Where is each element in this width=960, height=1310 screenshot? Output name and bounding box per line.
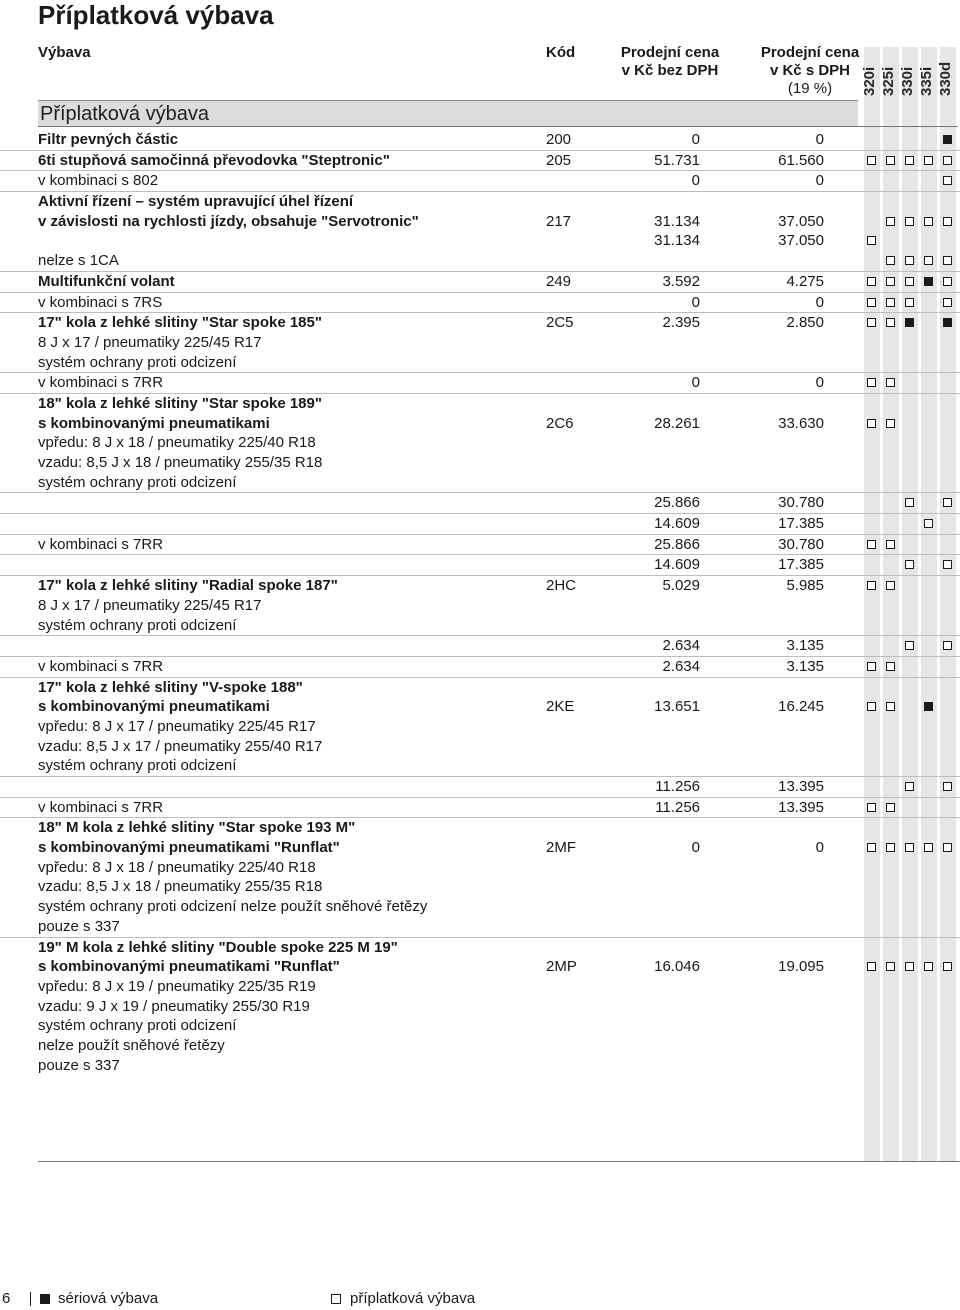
table-row bbox=[0, 575, 960, 635]
standard-equipment-icon bbox=[943, 318, 952, 327]
row-line bbox=[0, 433, 960, 453]
standard-equipment-icon bbox=[905, 318, 914, 327]
optional-equipment-icon bbox=[924, 962, 933, 971]
optional-equipment-icon bbox=[886, 378, 895, 387]
price-net: 2.634 bbox=[662, 657, 700, 675]
optional-equipment-icon bbox=[867, 962, 876, 971]
optional-equipment-icon bbox=[905, 277, 914, 286]
footer bbox=[0, 1290, 960, 1310]
optional-equipment-icon bbox=[905, 156, 914, 165]
table-row bbox=[0, 191, 960, 271]
item-text: vzadu: 9 J x 19 / pneumatiky 255/30 R19 bbox=[38, 997, 310, 1015]
row-line bbox=[0, 151, 960, 171]
header-price-gross-line1: Prodejní cena bbox=[760, 44, 860, 61]
optional-equipment-icon bbox=[943, 560, 952, 569]
price-gross: 2.850 bbox=[786, 314, 824, 332]
optional-equipment-icon bbox=[867, 662, 876, 671]
optional-equipment-icon bbox=[905, 256, 914, 265]
page-title: Příplatková výbava bbox=[38, 0, 274, 30]
price-net: 51.731 bbox=[654, 151, 700, 169]
optional-equipment-icon bbox=[886, 156, 895, 165]
header-model-3 bbox=[899, 52, 918, 96]
optional-equipment-icon bbox=[886, 702, 895, 711]
price-net: 28.261 bbox=[654, 414, 700, 432]
price-net: 14.609 bbox=[654, 515, 700, 533]
item-text: v kombinaci s 7RR bbox=[38, 535, 164, 553]
table-row bbox=[0, 534, 960, 555]
optional-equipment-icon bbox=[905, 843, 914, 852]
price-net: 5.029 bbox=[662, 577, 700, 595]
price-gross: 4.275 bbox=[786, 272, 824, 290]
price-gross: 0 bbox=[815, 131, 824, 148]
price-net: 2.395 bbox=[662, 314, 700, 332]
item-text: 6ti stupňová samočinná převodovka "Steptronic" bbox=[38, 151, 390, 169]
row-line bbox=[0, 957, 960, 977]
optional-equipment-icon bbox=[924, 256, 933, 265]
item-text: systém ochrany proti odcizení nelze použít sněhové řetězy bbox=[38, 898, 428, 916]
table-bottom-line bbox=[38, 1161, 960, 1162]
item-code: 2HC bbox=[546, 577, 577, 595]
row-line bbox=[0, 1036, 960, 1056]
item-code: 2C6 bbox=[546, 414, 574, 432]
row-line bbox=[0, 997, 960, 1017]
header-price-gross-line2: v Kč s DPH bbox=[769, 62, 851, 79]
item-text: 17" kola z lehké slitiny "Radial spoke 187" bbox=[38, 577, 338, 595]
item-code: 200 bbox=[546, 131, 572, 148]
table-row bbox=[0, 937, 960, 1076]
optional-equipment-icon bbox=[943, 298, 952, 307]
row-line bbox=[0, 917, 960, 937]
row-line bbox=[0, 616, 960, 636]
row-line bbox=[0, 130, 960, 150]
optional-equipment-icon bbox=[867, 702, 876, 711]
price-gross: 3.135 bbox=[786, 657, 824, 675]
row-line bbox=[0, 192, 960, 212]
price-net: 16.046 bbox=[654, 958, 700, 976]
item-text: v kombinaci s 7RR bbox=[38, 374, 164, 392]
item-code: 2C5 bbox=[546, 314, 574, 332]
header-model-4 bbox=[918, 52, 937, 96]
row-line bbox=[0, 1056, 960, 1076]
price-net: 13.651 bbox=[654, 698, 700, 716]
table-row bbox=[0, 776, 960, 797]
section-bar bbox=[38, 100, 858, 127]
legend-standard-label: sériová výbava bbox=[58, 1290, 159, 1307]
item-text: s kombinovanými pneumatikami "Runflat" bbox=[38, 958, 340, 976]
optional-equipment-icon bbox=[905, 560, 914, 569]
item-code: 2KE bbox=[546, 698, 575, 716]
row-line bbox=[0, 333, 960, 353]
item-text: v kombinaci s 7RR bbox=[38, 657, 164, 675]
table-row bbox=[0, 393, 960, 492]
item-text: 18" M kola z lehké slitiny "Star spoke 193 M" bbox=[38, 819, 356, 837]
optional-equipment-icon bbox=[943, 498, 952, 507]
table-row bbox=[0, 292, 960, 313]
legend-optional-icon bbox=[331, 1294, 341, 1304]
item-code: 2MP bbox=[546, 958, 577, 976]
item-text: 18" kola z lehké slitiny "Star spoke 189" bbox=[38, 394, 322, 412]
row-line bbox=[0, 576, 960, 596]
item-code: 2MF bbox=[546, 839, 576, 857]
header-price-net-line1: Prodejní cena bbox=[620, 44, 720, 61]
optional-equipment-icon bbox=[867, 156, 876, 165]
header-model-5 bbox=[937, 52, 956, 96]
page-number: 6 bbox=[2, 1290, 11, 1307]
item-text: pouze s 337 bbox=[38, 917, 120, 935]
table-row bbox=[0, 312, 960, 372]
row-line bbox=[0, 1016, 960, 1036]
row-line bbox=[0, 473, 960, 493]
table-row bbox=[0, 677, 960, 776]
item-text: s kombinovanými pneumatikami bbox=[38, 414, 270, 432]
row-line bbox=[0, 977, 960, 997]
header-model-4-label: 335i bbox=[918, 66, 935, 96]
item-code: 205 bbox=[546, 151, 572, 169]
table-row bbox=[0, 271, 960, 292]
row-line bbox=[0, 212, 960, 232]
price-net: 0 bbox=[691, 374, 700, 392]
item-text: 19" M kola z lehké slitiny "Double spoke 225 M 19" bbox=[38, 938, 398, 956]
row-line bbox=[0, 737, 960, 757]
optional-equipment-icon bbox=[905, 498, 914, 507]
header-model-2 bbox=[880, 52, 899, 96]
price-gross: 30.780 bbox=[778, 535, 824, 553]
item-text: s kombinovanými pneumatikami bbox=[38, 698, 270, 716]
row-line bbox=[0, 798, 960, 818]
optional-equipment-icon bbox=[905, 782, 914, 791]
item-text: v kombinaci s 7RS bbox=[38, 293, 163, 311]
header-item: Výbava bbox=[38, 44, 91, 61]
optional-equipment-icon bbox=[867, 803, 876, 812]
price-net: 25.866 bbox=[654, 494, 700, 512]
price-gross: 17.385 bbox=[778, 515, 824, 533]
row-line bbox=[0, 877, 960, 897]
item-text: Aktivní řízení – systém upravující úhel řízení bbox=[38, 193, 354, 211]
optional-equipment-icon bbox=[867, 419, 876, 428]
optional-equipment-icon bbox=[867, 298, 876, 307]
price-net: 3.592 bbox=[662, 272, 700, 290]
row-line bbox=[0, 678, 960, 698]
optional-equipment-icon bbox=[943, 176, 952, 185]
row-line bbox=[0, 838, 960, 858]
header-model-1-label: 320i bbox=[861, 66, 878, 96]
row-line bbox=[0, 171, 960, 191]
optional-equipment-icon bbox=[886, 298, 895, 307]
row-line bbox=[0, 657, 960, 677]
row-line bbox=[0, 535, 960, 555]
item-code: 249 bbox=[546, 272, 572, 290]
item-text: vzadu: 8,5 J x 18 / pneumatiky 255/35 R18 bbox=[38, 454, 323, 471]
row-line bbox=[0, 514, 960, 534]
optional-equipment-icon bbox=[924, 217, 933, 226]
item-text: systém ochrany proti odcizení bbox=[38, 757, 237, 775]
price-gross: 30.780 bbox=[778, 494, 824, 512]
row-line bbox=[0, 697, 960, 717]
legend-standard-icon bbox=[40, 1294, 50, 1304]
price-gross: 37.050 bbox=[778, 212, 824, 230]
optional-equipment-icon bbox=[886, 419, 895, 428]
header-price-net-line2: v Kč bez DPH bbox=[621, 62, 719, 79]
optional-equipment-icon bbox=[886, 318, 895, 327]
item-text: Filtr pevných částic bbox=[38, 131, 179, 148]
row-line bbox=[0, 293, 960, 313]
table-row bbox=[0, 656, 960, 677]
table-row bbox=[0, 554, 960, 575]
item-text: v závislosti na rychlosti jízdy, obsahuje "Servotronic" bbox=[38, 212, 419, 230]
item-text: vpředu: 8 J x 17 / pneumatiky 225/45 R17 bbox=[38, 717, 316, 735]
item-text: vzadu: 8,5 J x 17 / pneumatiky 255/40 R17 bbox=[38, 737, 323, 755]
price-gross: 3.135 bbox=[786, 637, 824, 655]
row-line bbox=[0, 414, 960, 434]
row-line bbox=[0, 636, 960, 656]
optional-equipment-icon bbox=[905, 962, 914, 971]
price-net: 0 bbox=[691, 131, 700, 148]
optional-equipment-icon bbox=[886, 277, 895, 286]
optional-equipment-icon bbox=[886, 662, 895, 671]
optional-equipment-icon bbox=[905, 641, 914, 650]
price-net: 31.134 bbox=[654, 212, 700, 230]
price-gross: 16.245 bbox=[778, 698, 824, 716]
row-line bbox=[0, 231, 960, 251]
optional-equipment-icon bbox=[886, 803, 895, 812]
optional-equipment-icon bbox=[943, 256, 952, 265]
table-row bbox=[0, 150, 960, 171]
table-row bbox=[0, 817, 960, 936]
optional-equipment-icon bbox=[886, 540, 895, 549]
price-gross: 0 bbox=[815, 374, 824, 392]
row-line bbox=[0, 353, 960, 373]
table-row bbox=[0, 635, 960, 656]
price-gross: 33.630 bbox=[778, 414, 824, 432]
row-line bbox=[0, 453, 960, 473]
item-code: 217 bbox=[546, 212, 572, 230]
optional-equipment-icon bbox=[867, 581, 876, 590]
price-net: 0 bbox=[691, 839, 700, 857]
row-line bbox=[0, 756, 960, 776]
price-net: 14.609 bbox=[654, 556, 700, 574]
table-row bbox=[0, 170, 960, 191]
row-line bbox=[0, 373, 960, 393]
header-model-3-label: 330i bbox=[899, 66, 916, 96]
optional-equipment-icon bbox=[886, 581, 895, 590]
optional-equipment-icon bbox=[905, 217, 914, 226]
item-text: systém ochrany proti odcizení bbox=[38, 473, 237, 491]
price-gross: 17.385 bbox=[778, 556, 824, 574]
optional-equipment-icon bbox=[886, 843, 895, 852]
price-gross: 19.095 bbox=[778, 958, 824, 976]
footer-divider bbox=[30, 1292, 31, 1306]
item-text: v kombinaci s 7RR bbox=[38, 798, 164, 816]
optional-equipment-icon bbox=[943, 962, 952, 971]
standard-equipment-icon bbox=[924, 277, 933, 286]
header-model-1 bbox=[861, 52, 880, 96]
table-row bbox=[0, 492, 960, 513]
row-line bbox=[0, 251, 960, 271]
header-model-5-label: 330d bbox=[937, 61, 954, 96]
item-text: vpředu: 8 J x 18 / pneumatiky 225/40 R18 bbox=[38, 858, 316, 876]
price-gross: 37.050 bbox=[778, 232, 824, 250]
price-gross: 61.560 bbox=[778, 151, 824, 169]
optional-equipment-icon bbox=[924, 843, 933, 852]
item-text: 17" kola z lehké slitiny "Star spoke 185" bbox=[38, 314, 322, 332]
price-net: 11.256 bbox=[655, 778, 700, 795]
item-text: vzadu: 8,5 J x 18 / pneumatiky 255/35 R18 bbox=[38, 878, 323, 896]
optional-equipment-icon bbox=[943, 277, 952, 286]
row-line bbox=[0, 596, 960, 616]
table-row bbox=[0, 372, 960, 393]
row-line bbox=[0, 938, 960, 958]
item-text: systém ochrany proti odcizení bbox=[38, 616, 237, 634]
price-net: 0 bbox=[691, 293, 700, 311]
price-net: 0 bbox=[691, 172, 700, 190]
price-gross: 0 bbox=[815, 293, 824, 311]
item-text: nelze použít sněhové řetězy bbox=[38, 1036, 225, 1054]
price-gross: 13.395 bbox=[778, 798, 824, 816]
section-title: Příplatková výbava bbox=[40, 103, 209, 125]
item-text: nelze s 1CA bbox=[38, 252, 119, 270]
item-text: 17" kola z lehké slitiny "V-spoke 188" bbox=[38, 678, 303, 696]
header-model-2-label: 325i bbox=[880, 66, 897, 96]
item-text: Multifunkční volant bbox=[38, 272, 175, 290]
price-gross: 0 bbox=[815, 172, 824, 190]
row-line bbox=[0, 777, 960, 797]
table-top-line bbox=[38, 126, 958, 127]
header-price-net bbox=[600, 44, 740, 80]
item-text: systém ochrany proti odcizení bbox=[38, 1017, 237, 1035]
optional-equipment-icon bbox=[943, 217, 952, 226]
row-line bbox=[0, 717, 960, 737]
optional-equipment-icon bbox=[867, 540, 876, 549]
item-text: 8 J x 17 / pneumatiky 225/45 R17 bbox=[38, 333, 262, 351]
table-row bbox=[0, 130, 960, 150]
optional-equipment-icon bbox=[924, 519, 933, 528]
table-header bbox=[0, 0, 960, 100]
optional-equipment-icon bbox=[867, 843, 876, 852]
item-text: vpředu: 8 J x 18 / pneumatiky 225/40 R18 bbox=[38, 434, 316, 452]
row-line bbox=[0, 818, 960, 838]
optional-equipment-icon bbox=[886, 217, 895, 226]
optional-equipment-icon bbox=[943, 641, 952, 650]
optional-equipment-icon bbox=[943, 156, 952, 165]
row-line bbox=[0, 493, 960, 513]
item-text: 8 J x 17 / pneumatiky 225/45 R17 bbox=[38, 596, 262, 614]
price-gross: 5.985 bbox=[786, 577, 824, 595]
price-net: 31.134 bbox=[654, 232, 700, 250]
price-gross: 0 bbox=[815, 839, 824, 857]
header-price-gross-line3: (19 %) bbox=[787, 80, 833, 97]
standard-equipment-icon bbox=[924, 702, 933, 711]
optional-equipment-icon bbox=[924, 156, 933, 165]
item-text: systém ochrany proti odcizení bbox=[38, 353, 237, 371]
price-net: 11.256 bbox=[655, 798, 700, 816]
item-text: pouze s 337 bbox=[38, 1056, 120, 1074]
optional-equipment-icon bbox=[905, 298, 914, 307]
item-text: v kombinaci s 802 bbox=[38, 172, 159, 190]
row-line bbox=[0, 272, 960, 292]
item-text: s kombinovanými pneumatikami "Runflat" bbox=[38, 839, 340, 857]
optional-equipment-icon bbox=[886, 962, 895, 971]
item-text: vpředu: 8 J x 19 / pneumatiky 225/35 R19 bbox=[38, 977, 316, 995]
standard-equipment-icon bbox=[943, 135, 952, 144]
row-line bbox=[0, 394, 960, 414]
optional-equipment-icon bbox=[943, 843, 952, 852]
row-line bbox=[0, 858, 960, 878]
price-net: 2.634 bbox=[662, 637, 700, 655]
table-row bbox=[0, 797, 960, 818]
optional-equipment-icon bbox=[867, 277, 876, 286]
optional-equipment-icon bbox=[867, 378, 876, 387]
equipment-table bbox=[0, 130, 960, 1075]
price-net: 25.866 bbox=[654, 535, 700, 553]
row-line bbox=[0, 897, 960, 917]
optional-equipment-icon bbox=[867, 318, 876, 327]
price-gross: 13.395 bbox=[778, 778, 824, 795]
optional-equipment-icon bbox=[886, 256, 895, 265]
header-code: Kód bbox=[546, 44, 576, 61]
row-line bbox=[0, 313, 960, 333]
legend-optional-label: příplatková výbava bbox=[350, 1290, 476, 1307]
optional-equipment-icon bbox=[943, 782, 952, 791]
optional-equipment-icon bbox=[867, 236, 876, 245]
table-row bbox=[0, 513, 960, 534]
row-line bbox=[0, 555, 960, 575]
